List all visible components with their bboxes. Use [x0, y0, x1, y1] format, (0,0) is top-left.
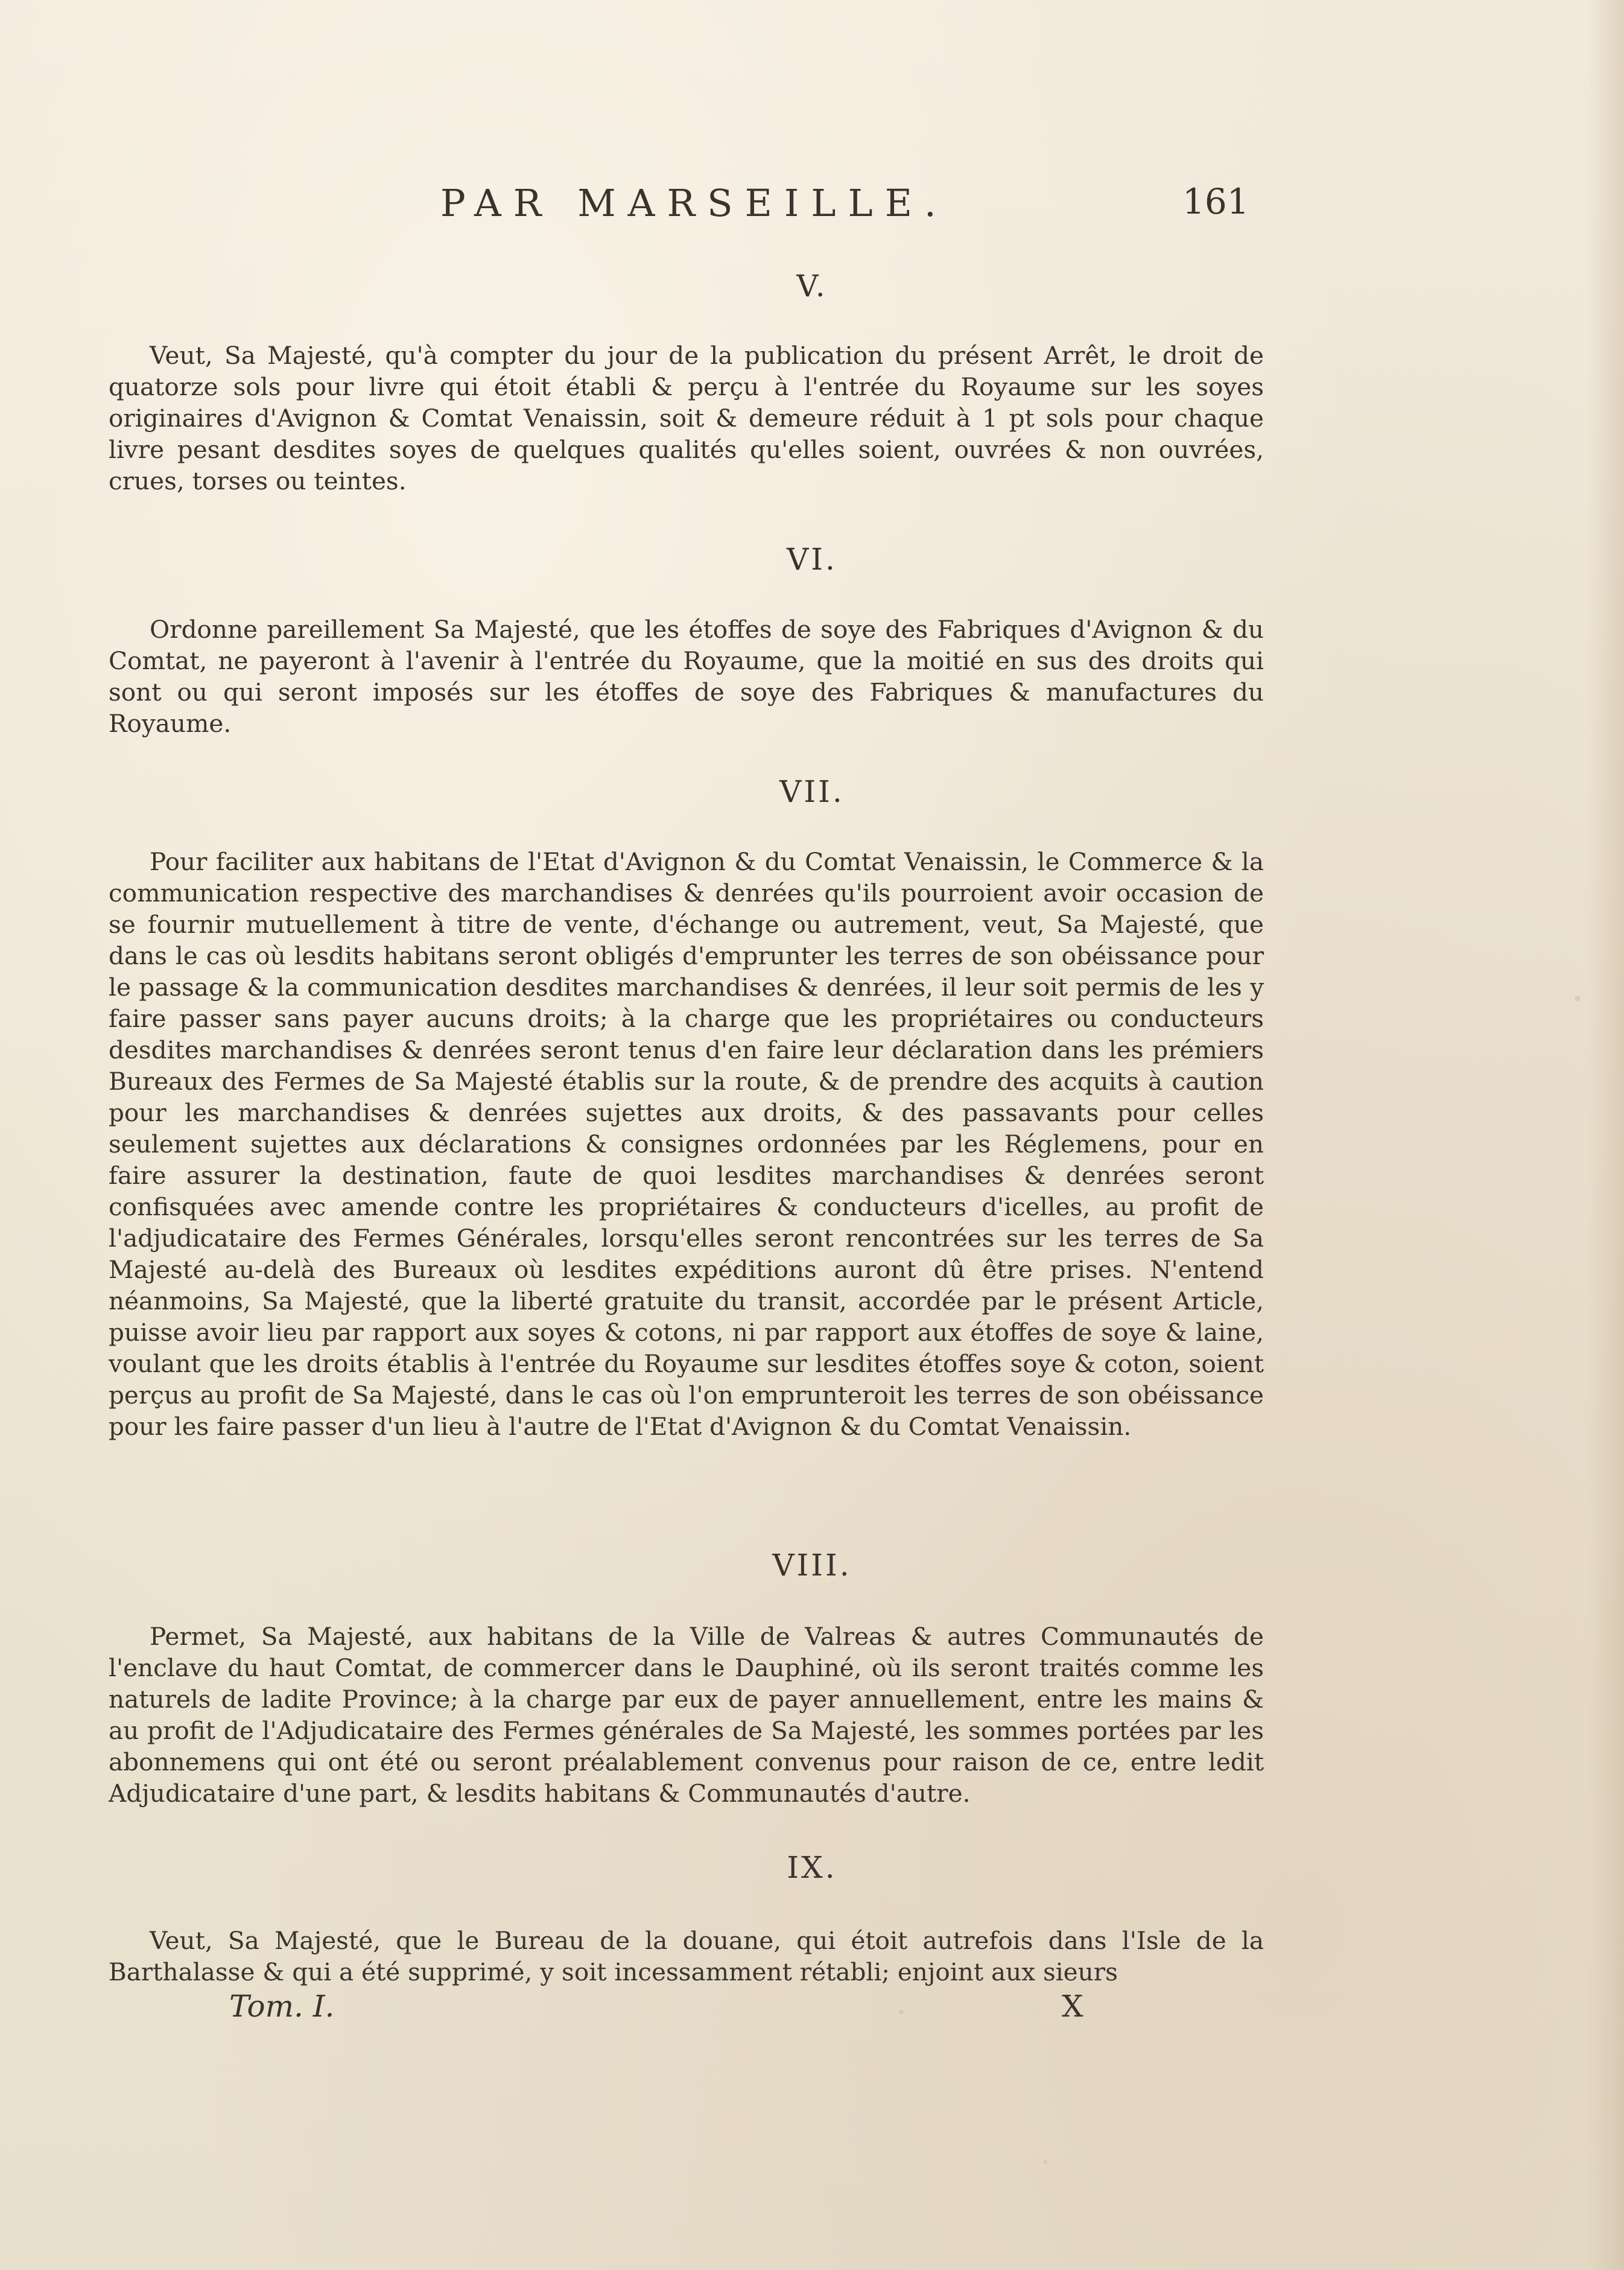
signature-mark: X — [1062, 1989, 1083, 2024]
article-text: Veut, Sa Majesté, qu'à compter du jour de la publication du présent Arrêt, le droit de quatorze sols pour livre qui étoit établi & perçu à l'entrée du Royaume sur les soyes originaires d'Avignon & Comtat Venaissin, soit & demeure réduit à 1 pt sols pour chaque livre pesant desdites soyes de quelques qualités qu'elles soient, ouvrées & non ouvrées, crues, torses ou teintes. — [109, 341, 1264, 495]
article-text: Permet, Sa Majesté, aux habitans de la Ville de Valreas & autres Communautés de l'enclave du haut Comtat, de commercer dans le Dauphiné, où ils seront traités comme les naturels de ladite Province; à la charge par eux de payer annuellement, entre les mains & au profit de l'Adjudicataire des Fermes générales de Sa Majesté, les sommes portées par les abonnemens qui ont été ou seront préalablement convenus pour raison de ce, entre ledit Adjudicataire d'une part, & lesdits habitans & Communautés d'autre. — [109, 1622, 1264, 1808]
article-text: Ordonne pareillement Sa Majesté, que les étoffes de soye des Fabriques d'Avignon & du Comtat, ne payeront à l'avenir à l'entrée du Royaume, que la moitié en sus des droits qui sont ou qui seront imposés sur les étoffes de soye des Fabriques & manufactures du Royaume. — [109, 615, 1264, 738]
page-number: 161 — [1182, 181, 1249, 222]
article-heading: VIII. — [772, 1548, 852, 1583]
running-head: PAR MARSEILLE. — [440, 181, 948, 225]
article-text: Pour faciliter aux habitans de l'Etat d'Avignon & du Comtat Venaissin, le Commerce & la communication respective des marchandises & denrées qu'ils pourroient avoir occasion de se fournir mutuellement à titre de vente, d'échange ou autrement, veut, Sa Majesté, que dans le cas où lesdits habitans seront obligés d'emprunter les terres de son obéissance pour le passage & la communication desdites marchandises & denrées, il leur soit permis de les y faire passer sans payer aucuns droits; à la charge que les propriétaires ou conducteurs desdites marchandises & denrées seront tenus d'en faire leur déclaration dans les prémiers Bureaux des Fermes de Sa Majesté établis sur la route, & de prendre des acquits à caution pour les marchandises & denrées sujettes aux droits, & des passavants pour celles seulement sujettes aux déclarations & consignes ordonnées par les Réglemens, pour en faire assurer la destination, faute de quoi lesdites marchandises & denrées seront confisquées avec amende contre les propriétaires & conducteurs d'icelles, au profit de l'adjudicataire des Fermes Générales, lorsqu'elles seront rencontrées sur les terres de Sa Majesté au-delà des Bureaux où lesdites expéditions auront dû être prises. N'entend néanmoins, Sa Majesté, que la liberté gratuite du transit, accordée par le présent Article, puisse avoir lieu par rapport aux soyes & cotons, ni par rapport aux étoffes de soye & laine, voulant que les droits établis à l'entrée du Royaume sur lesdites étoffes soye & coton, soient perçus au profit de Sa Majesté, dans le cas où l'on emprunteroit les terres de son obéissance pour les faire passer d'un lieu à l'autre de l'Etat d'Avignon & du Comtat Venaissin. — [109, 847, 1264, 1441]
article-heading: V. — [796, 269, 828, 304]
volume-signature: Tom. I. — [229, 1989, 335, 2024]
article-heading: VII. — [779, 774, 845, 809]
article-text: Veut, Sa Majesté, que le Bureau de la douane, qui étoit autrefois dans l'Isle de la Barthalasse & qui a été supprimé, y soit incessamment rétabli; enjoint aux sieurs — [109, 1926, 1264, 1986]
article-heading: VI. — [787, 542, 837, 577]
article-heading: IX. — [787, 1850, 837, 1885]
